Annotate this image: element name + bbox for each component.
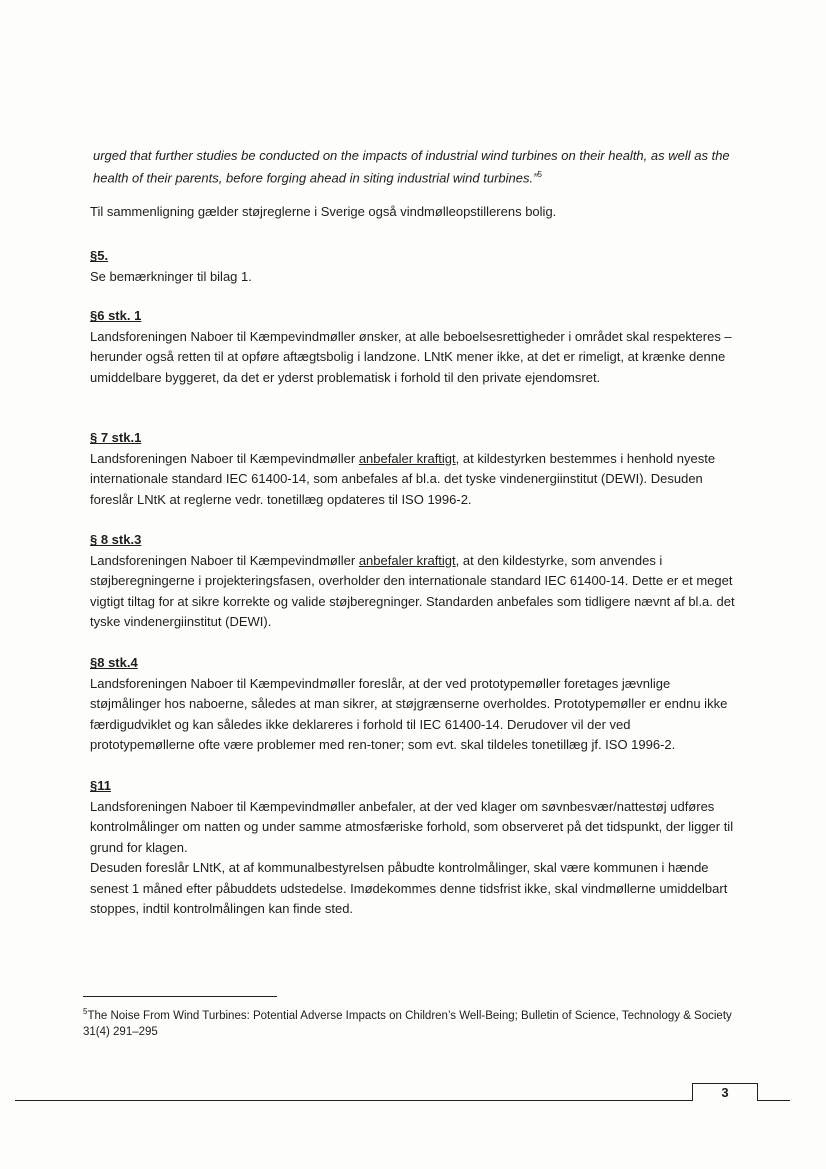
- paragraph-text: , at kildestyrken bestemmes i henhold nyeste internationale standard IEC 61400-14, som anbefales af bl.a. det tyske vindenergiinstitut (DEWI). Desuden foreslår LNtK at reglerne vedr. tonetillæg opdateres til ISO 1996-2.: [90, 450, 716, 507]
- section-paragraph: Desuden foreslår LNtK, at af kommunalbestyrelsen påbudte kontrolmålinger, skal være kommunen i hænde senest 1 måned efter påbuddets udstedelse. Imødekommes denne tidsfrist ikke, skal vindmøllerne umiddelbart stoppes, indtil kontrolmålingen kan finde sted.: [90, 860, 728, 916]
- section-heading: §11: [90, 778, 111, 793]
- section-paragraph: [90, 449, 738, 511]
- footer-rule-right: [758, 1100, 790, 1101]
- section-heading: § 8 stk.3: [90, 532, 142, 547]
- emphasis-text: anbefaler kraftigt: [358, 552, 456, 568]
- footnote-marker: 5: [83, 1007, 88, 1016]
- section-6-stk-1: [90, 306, 738, 388]
- paragraph-text: Landsforeningen Naboer til Kæmpevindmøller: [90, 552, 359, 568]
- section-paragraph: Landsforeningen Naboer til Kæmpevindmøller foreslår, at der ved prototypemøller foretages jævnlige støjmålinger hos naboerne, således at man sikrer, at støjgrænserne overholdes. Prototypemøller er endnu ikke færdigudviklet og kan således ikke deklareres i forhold til IEC 61400-14. Derudover vil der ved prototypemøllerne ofte være problemer med ren-toner; som evt. skal tildeles tonetillæg jf. ISO 1996-2.: [90, 675, 728, 752]
- emphasis-text: anbefaler kraftigt: [358, 450, 456, 466]
- section-heading: §6 stk. 1: [90, 308, 142, 323]
- section-11: [90, 776, 738, 920]
- section-7-stk-1: [90, 428, 738, 510]
- section-paragraph: [90, 551, 738, 633]
- section-heading: §8 stk.4: [90, 655, 138, 670]
- paragraph-text: , at den kildestyrke, som anvendes i støjberegningerne i projekteringsfasen, overholder den internationale standard IEC 61400-14. Dette er et meget vigtigt tiltag for at sikre korrekte og valide støjberegninger. Standarden anbefales som tidligere nævnt af bl.a. det tyske vindenergiinstitut (DEWI).: [90, 552, 735, 629]
- footnote-text: The Noise From Wind Turbines: Potential Adverse Impacts on Children’s Well-Being; Bulletin of Science, Technology & Society 31(4) 291–295: [83, 1009, 732, 1038]
- footer-rule: [15, 1100, 692, 1101]
- paragraph-text: Landsforeningen Naboer til Kæmpevindmøller: [90, 450, 359, 466]
- comparison-paragraph: Til sammenligning gælder støjreglerne i Sverige også vindmølleopstillerens bolig.: [90, 204, 557, 219]
- page-number: 3: [721, 1085, 729, 1100]
- footnote-reference: 5: [537, 170, 542, 179]
- footnote-separator: [83, 996, 277, 997]
- comparison-block: [90, 202, 738, 223]
- section-8-stk-4: [90, 653, 738, 756]
- section-heading: §5.: [90, 248, 109, 263]
- section-heading: § 7 stk.1: [90, 430, 142, 445]
- quote-text: urged that further studies be conducted on the impacts of industrial wind turbines on their health, as well as the health of their parents, before forging ahead in siting industrial wind turbines.”: [93, 148, 730, 186]
- section-paragraph: Se bemærkninger til bilag 1.: [90, 268, 252, 284]
- section-8-stk-3: [90, 530, 738, 633]
- footnote: [83, 1004, 743, 1040]
- quote-paragraph: [93, 146, 753, 187]
- section-5: [90, 246, 738, 287]
- section-paragraph: Landsforeningen Naboer til Kæmpevindmøller anbefaler, at der ved klager om søvnbesvær/nattestøj udføres kontrolmålinger om natten og under samme atmosfæriske forhold, som observeret på det tidspunkt, der ligger til grund for klagen.: [90, 798, 734, 855]
- section-paragraph: Landsforeningen Naboer til Kæmpevindmøller ønsker, at alle beboelsesrettigheder i området skal respekteres – herunder også retten til at opføre aftægtsbolig i landzone. LNtK mener ikke, at det er rimeligt, at krænke denne umiddelbare byggeret, da det er yderst problematisk i forhold til den private ejendomsret.: [90, 328, 732, 385]
